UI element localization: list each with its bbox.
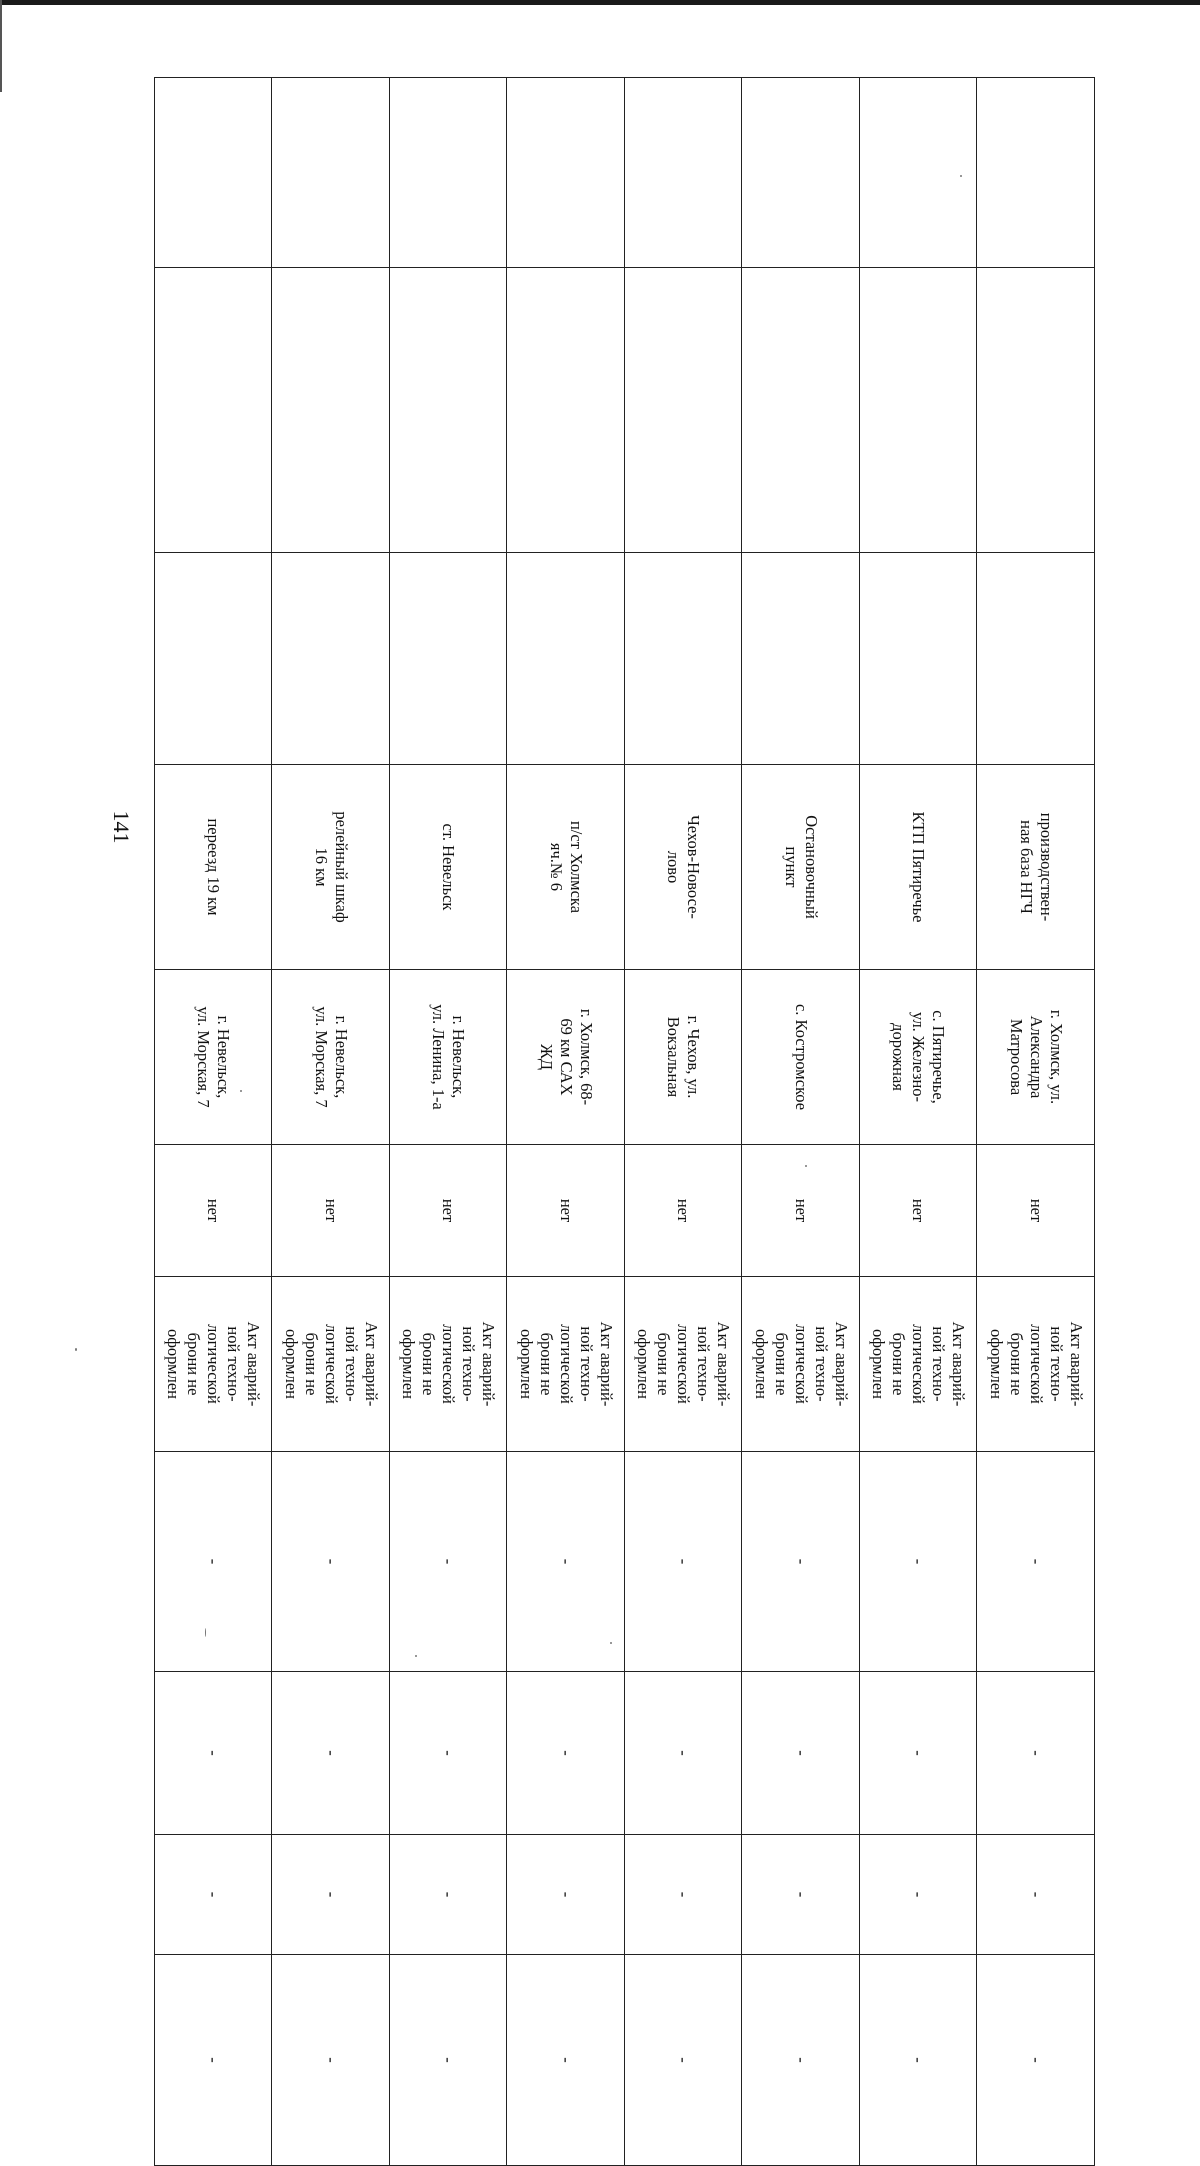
table-cell-c10: - [272,1835,390,1955]
table-cell-c10: - [155,1835,273,1955]
table-cell-facility: производствен- ная база НГЧ [977,765,1095,970]
table-row [742,78,860,2166]
table-row [625,78,743,2166]
scan-speck [75,1348,77,1351]
table-cell-c1 [625,78,743,268]
table-cell-c11: - [625,1955,743,2166]
table-cell-status: нет [155,1145,273,1277]
table-cell-c1 [507,78,625,268]
scan-speck [240,1090,242,1092]
table-cell-c1 [390,78,508,268]
table-cell-c9: - [860,1672,978,1835]
table-cell-status: нет [507,1145,625,1277]
table-body [155,78,1095,2166]
data-table [154,77,1095,2166]
table-cell-c3 [625,553,743,765]
table-cell-address: г. Холмск, 68- 69 км САХ ЖД [507,970,625,1145]
table-cell-address: г. Невельск, ул. Морская, 7 [272,970,390,1145]
scan-speck [960,175,962,177]
table-cell-c11: - [272,1955,390,2166]
table-cell-c8: - [742,1452,860,1672]
table-cell-c3 [860,553,978,765]
table-cell-c9: - [977,1672,1095,1835]
table-cell-c11: - [155,1955,273,2166]
table-cell-facility: переезд 19 км [155,765,273,970]
table-cell-act: Акт аварий- ной техно- логической брони не оформлен [272,1277,390,1452]
table-cell-c11: - [507,1955,625,2166]
table-cell-c2 [507,268,625,553]
scan-top-edge [0,0,1200,5]
table-cell-c2 [272,268,390,553]
table-cell-facility: Остановочный пункт [742,765,860,970]
table-cell-c10: - [977,1835,1095,1955]
table-cell-c2 [860,268,978,553]
table-cell-c1 [860,78,978,268]
table-cell-c11: - [742,1955,860,2166]
table-cell-status: нет [860,1145,978,1277]
table-cell-status: нет [272,1145,390,1277]
scan-left-edge [0,0,2,92]
table-cell-act: Акт аварий- ной техно- логической брони не оформлен [860,1277,978,1452]
table-cell-c2 [977,268,1095,553]
table-cell-facility: ст. Невельск [390,765,508,970]
table-cell-c2 [742,268,860,553]
table-cell-c8: - [977,1452,1095,1672]
table-cell-act: Акт аварий- ной техно- логической брони не оформлен [507,1277,625,1452]
table-cell-c10: - [390,1835,508,1955]
table-cell-c10: - [625,1835,743,1955]
table-cell-c8: - [625,1452,743,1672]
table-cell-c10: - [742,1835,860,1955]
table-cell-act: Акт аварий- ной техно- логической брони не оформлен [390,1277,508,1452]
table-cell-facility: п/ст Холмска яч.№ 6 [507,765,625,970]
table-cell-c3 [977,553,1095,765]
table-cell-status: нет [390,1145,508,1277]
table-cell-c3 [507,553,625,765]
table-cell-c9: - [742,1672,860,1835]
table-cell-address: г. Невельск, ул. Морская, 7 [155,970,273,1145]
table-cell-c2 [390,268,508,553]
table-cell-act: Акт аварий- ной техно- логической брони не оформлен [625,1277,743,1452]
table-cell-c9: - [625,1672,743,1835]
table-cell-facility: Чехов-Новосе- лово [625,765,743,970]
table-cell-status: нет [977,1145,1095,1277]
table-cell-c11: - [860,1955,978,2166]
table-cell-c3 [272,553,390,765]
table-cell-facility: КТП Пятиречье [860,765,978,970]
table-cell-c10: - [860,1835,978,1955]
scan-speck [205,1628,206,1637]
table-cell-address: г. Невельск, ул. Ленина, 1-а [390,970,508,1145]
table-cell-c9: - [272,1672,390,1835]
scan-speck [415,1655,417,1657]
table-cell-address: г. Холмск, ул. Александра Матросова [977,970,1095,1145]
table-cell-c9: - [390,1672,508,1835]
table-cell-c10: - [507,1835,625,1955]
table-cell-c8: - [390,1452,508,1672]
table-cell-c11: - [977,1955,1095,2166]
table-row [155,78,273,2166]
table-cell-act: Акт аварий- ной техно- логической брони не оформлен [155,1277,273,1452]
table-cell-act: Акт аварий- ной техно- логической брони не оформлен [977,1277,1095,1452]
table-row [272,78,390,2166]
table-cell-c2 [155,268,273,553]
table-cell-status: нет [625,1145,743,1277]
scan-speck [805,1165,807,1167]
table-row [860,78,978,2166]
table-cell-c9: - [507,1672,625,1835]
table-cell-c8: - [507,1452,625,1672]
table-cell-c9: - [155,1672,273,1835]
table-cell-c8: - [155,1452,273,1672]
table-cell-c2 [625,268,743,553]
table-cell-address: с. Костромское [742,970,860,1145]
table-cell-c8: - [860,1452,978,1672]
rotated-page [109,77,1095,2063]
table-cell-c3 [155,553,273,765]
table-row [390,78,508,2166]
table-cell-address: г. Чехов, ул. Вокзальная [625,970,743,1145]
table-cell-act: Акт аварий- ной техно- логической брони не оформлен [742,1277,860,1452]
page-number: 141 [109,810,134,844]
table-cell-c1 [155,78,273,268]
table-cell-c11: - [390,1955,508,2166]
table-row [507,78,625,2166]
table-cell-address: с. Пятиречье, ул. Железно- дорожная [860,970,978,1145]
table-cell-c1 [977,78,1095,268]
table-row [977,78,1095,2166]
table-cell-c1 [742,78,860,268]
table-cell-c8: - [272,1452,390,1672]
table-cell-facility: релейный шкаф 16 км [272,765,390,970]
table-cell-c3 [742,553,860,765]
table-cell-status: нет [742,1145,860,1277]
scan-speck [610,1642,612,1644]
table-cell-c3 [390,553,508,765]
table-cell-c1 [272,78,390,268]
